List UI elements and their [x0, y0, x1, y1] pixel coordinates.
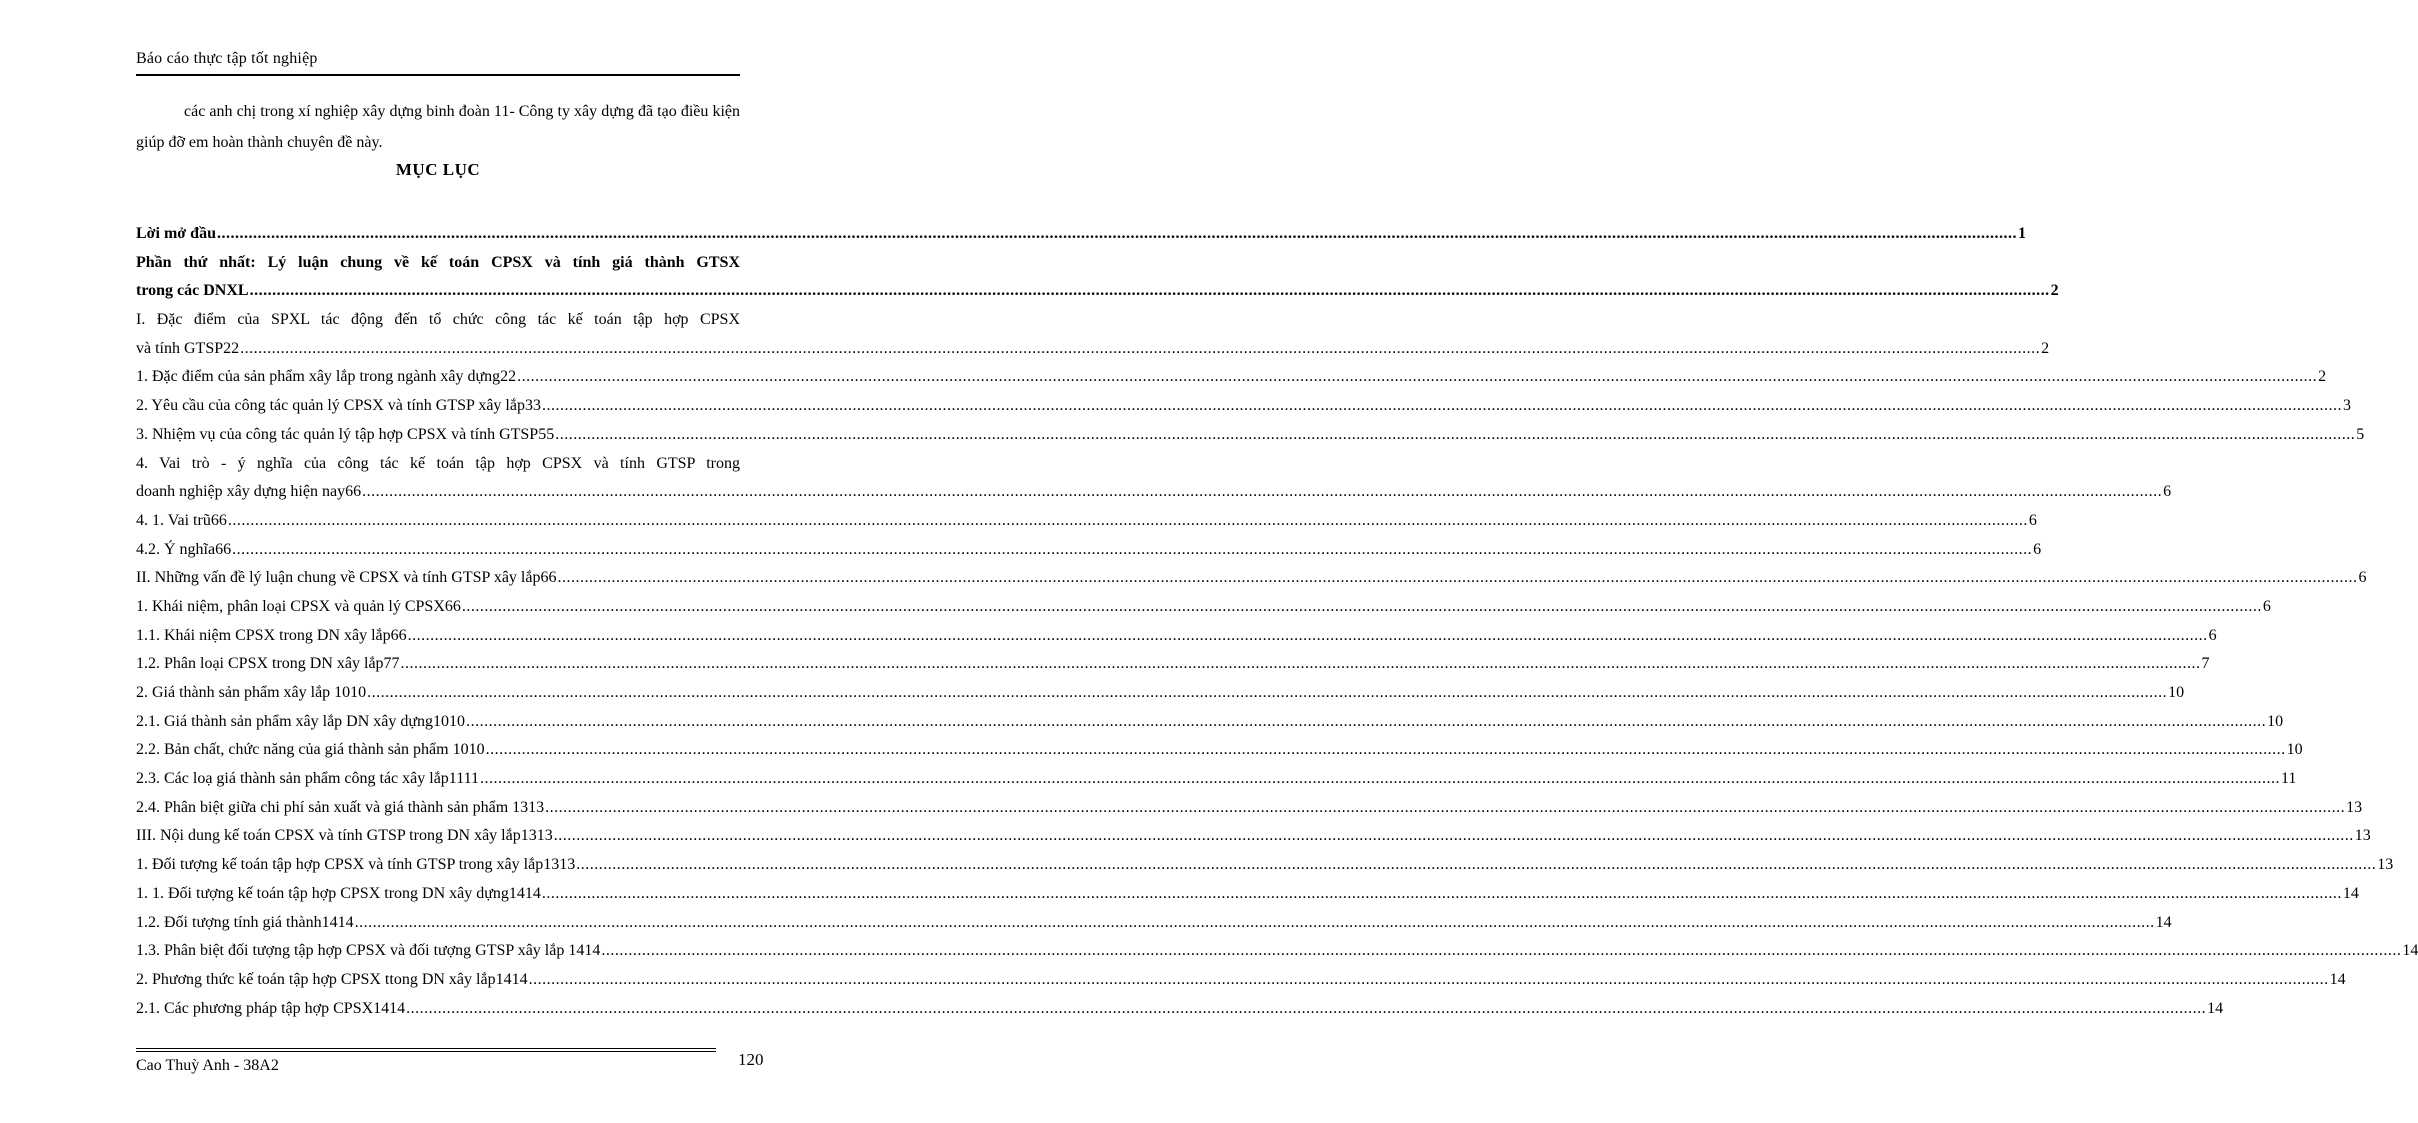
toc-leader-dots: ................................................................................................................................................................................................................................................................................................................................................................................................................	[216, 225, 2017, 242]
toc-leader-dots: ................................................................................................................................................................................................................................................................................................................................................................................................................	[480, 770, 2281, 788]
toc-page-number: 6	[2033, 540, 2042, 558]
toc-entry	[136, 564, 2367, 593]
toc-leader-dots: ................................................................................................................................................................................................................................................................................................................................................................................................................	[367, 684, 2168, 701]
toc-page-number: 14	[2342, 884, 2359, 902]
toc-leader-dots: ................................................................................................................................................................................................................................................................................................................................................................................................................	[354, 913, 2155, 931]
table-of-contents	[136, 220, 2418, 1023]
toc-page-number: 14	[2155, 913, 2172, 931]
toc-leader-dots: ................................................................................................................................................................................................................................................................................................................................................................................................................	[553, 827, 2354, 845]
toc-leader-dots: ................................................................................................................................................................................................................................................................................................................................................................................................................	[601, 942, 2402, 960]
toc-entry-text: 2. Yêu cầu của công tác quản lý CPSX và tính GTSP xây lắp33	[136, 397, 541, 415]
toc-entry-text: trong các DNXL	[136, 282, 249, 300]
toc-entry-text: 2. Giá thành sản phẩm xây lắp 1010	[136, 684, 367, 701]
toc-entry	[136, 765, 2297, 794]
toc-leader-dots: ................................................................................................................................................................................................................................................................................................................................................................................................................	[466, 712, 2267, 730]
toc-page-number: 5	[2356, 425, 2365, 443]
toc-entry-text: 1. 1. Đối tượng kế toán tập hợp CPSX trong DN xây dựng1414	[136, 884, 541, 902]
toc-entry-line	[136, 536, 2042, 565]
toc-entry	[136, 622, 2217, 651]
toc-entry-text: I. Đặc điểm của SPXL tác động đến tổ chức công tác kế toán tập hợp CPSX	[136, 311, 740, 329]
toc-entry	[136, 937, 2418, 966]
toc-entry-line	[136, 708, 2284, 737]
toc-entry-line	[136, 277, 2059, 306]
toc-leader-dots: ................................................................................................................................................................................................................................................................................................................................................................................................................	[528, 970, 2329, 988]
toc-page-number: 14	[2207, 999, 2224, 1017]
toc-entry-text: 1.2. Phân loại CPSX trong DN xây lắp77	[136, 655, 400, 673]
toc-entry-text: và tính GTSP22	[136, 339, 240, 357]
toc-entry-line	[136, 851, 2394, 880]
toc-entry	[136, 736, 2303, 765]
toc-entry	[136, 966, 2346, 995]
toc-page-number: 14	[2329, 970, 2346, 988]
toc-leader-dots: ................................................................................................................................................................................................................................................................................................................................................................................................................	[545, 798, 2346, 816]
toc-entry-line	[136, 794, 2363, 823]
toc-entry-text: 2.2. Bản chất, chức năng của giá thành sản phẩm 1010	[136, 741, 485, 759]
toc-page-number: 11	[2281, 770, 2297, 788]
toc-entry	[136, 880, 2359, 909]
toc-entry-text: 4. Vai trò - ý nghĩa của công tác kế toán tập hợp CPSX và tính GTSP trong	[136, 454, 740, 472]
toc-entry	[136, 363, 2327, 392]
toc-entry-line	[136, 335, 2050, 364]
toc-entry	[136, 220, 2026, 249]
intro-paragraph: các anh chị trong xí nghiệp xây dựng binh đoàn 11- Công ty xây dựng đã tạo điều kiện giúp đỡ em hoàn thành chuyên đề này.	[136, 103, 740, 151]
toc-entry-text: 1.1. Khái niệm CPSX trong DN xây lắp66	[136, 626, 407, 644]
toc-page-number: 7	[2201, 655, 2210, 673]
toc-page-number: 13	[2354, 827, 2371, 845]
toc-entry-line	[136, 220, 2026, 249]
toc-entry-text: 1. Khái niệm, phân loại CPSX và quản lý CPSX66	[136, 597, 461, 615]
toc-entry-line	[136, 392, 2351, 421]
footer-rule	[136, 1051, 716, 1052]
toc-entry	[136, 392, 2351, 421]
toc-entry-text: Lời mở đầu	[136, 225, 216, 242]
toc-page-number: 10	[2267, 712, 2284, 730]
toc-leader-dots: ................................................................................................................................................................................................................................................................................................................................................................................................................	[407, 626, 2208, 644]
toc-entry-line	[136, 564, 2367, 593]
toc-entry	[136, 650, 2210, 679]
toc-page-number: 3	[2342, 397, 2351, 415]
toc-entry	[136, 822, 2371, 851]
toc-page-number: 13	[2377, 856, 2394, 874]
toc-page-number: 2	[2318, 368, 2327, 386]
toc-page-number: 13	[2346, 798, 2363, 816]
toc-entry	[136, 306, 2050, 363]
toc-entry	[136, 909, 2172, 938]
toc-page-number: 2	[2041, 339, 2050, 357]
toc-page-number: 1	[2017, 225, 2026, 242]
toc-entry-text: 2.4. Phân biệt giữa chi phí sản xuất và giá thành sản phẩm 1313	[136, 798, 545, 816]
toc-leader-dots: ................................................................................................................................................................................................................................................................................................................................................................................................................	[485, 741, 2286, 759]
toc-entry-text: 4.2. Ý nghĩa66	[136, 540, 232, 558]
toc-page-number: 6	[2163, 483, 2172, 501]
toc-title: MỤC LỤC	[395, 160, 481, 179]
toc-leader-dots: ................................................................................................................................................................................................................................................................................................................................................................................................................	[249, 282, 2050, 300]
toc-entry-line	[136, 478, 2172, 507]
toc-page-number: 6	[2208, 626, 2217, 644]
toc-entry-line	[136, 937, 2418, 966]
toc-entry-line	[136, 421, 2365, 450]
toc-leader-dots: ................................................................................................................................................................................................................................................................................................................................................................................................................	[406, 999, 2207, 1017]
toc-entry-text: 1.2. Đối tượng tính giá thành1414	[136, 913, 354, 931]
toc-entry-text: 2. Phương thức kế toán tập hợp CPSX ttong DN xây lắp1414	[136, 970, 528, 988]
toc-leader-dots: ................................................................................................................................................................................................................................................................................................................................................................................................................	[541, 397, 2342, 415]
toc-page-number: 6	[2358, 569, 2367, 587]
toc-entry	[136, 507, 2037, 536]
toc-entry-line	[136, 679, 2185, 708]
toc-entry-line	[136, 765, 2297, 794]
footer-author: Cao Thuỳ Anh - 38A2	[136, 1057, 279, 1074]
toc-entry	[136, 708, 2284, 737]
toc-entry-text: 2.3. Các loạ giá thành sản phẩm công tác xây lắp1111	[136, 770, 480, 788]
toc-leader-dots: ................................................................................................................................................................................................................................................................................................................................................................................................................	[362, 483, 2163, 501]
toc-entry	[136, 794, 2363, 823]
toc-entry-line	[136, 593, 2271, 622]
footer-rule	[136, 1048, 716, 1049]
toc-entry	[136, 536, 2042, 565]
toc-leader-dots: ................................................................................................................................................................................................................................................................................................................................................................................................................	[227, 511, 2028, 529]
toc-entry-line	[136, 650, 2210, 679]
toc-entry-text: Phần thứ nhất: Lý luận chung về kế toán CPSX và tính giá thành GTSX	[136, 253, 740, 271]
toc-entry-text: 3. Nhiệm vụ của công tác quản lý tập hợp CPSX và tính GTSP55	[136, 425, 555, 443]
toc-leader-dots: ................................................................................................................................................................................................................................................................................................................................................................................................................	[541, 884, 2342, 902]
header-title: Báo cáo thực tập tốt nghiệp	[136, 50, 318, 67]
toc-entry-line	[136, 822, 2371, 851]
toc-entry	[136, 679, 2185, 708]
toc-entry-text: doanh nghiệp xây dựng hiện nay66	[136, 483, 362, 501]
toc-page-number: 10	[2168, 684, 2185, 701]
toc-entry-line	[136, 995, 2224, 1024]
toc-entry-line	[136, 363, 2327, 392]
toc-leader-dots: ................................................................................................................................................................................................................................................................................................................................................................................................................	[557, 569, 2358, 587]
toc-leader-dots: ................................................................................................................................................................................................................................................................................................................................................................................................................	[576, 856, 2377, 874]
toc-page-number: 6	[2028, 511, 2037, 529]
toc-entry-line	[136, 909, 2172, 938]
toc-entry	[136, 851, 2394, 880]
toc-entry	[136, 995, 2224, 1024]
toc-entry-text: 2.1. Giá thành sản phẩm xây lắp DN xây dựng1010	[136, 712, 466, 730]
toc-leader-dots: ................................................................................................................................................................................................................................................................................................................................................................................................................	[400, 655, 2201, 673]
toc-entry	[136, 450, 2172, 507]
toc-entry-line	[136, 622, 2217, 651]
toc-entry-text: II. Những vấn đề lý luận chung về CPSX và tính GTSP xây lắp66	[136, 569, 557, 587]
toc-leader-dots: ................................................................................................................................................................................................................................................................................................................................................................................................................	[555, 425, 2356, 443]
toc-entry-text: 4. 1. Vai trũ66	[136, 511, 227, 529]
toc-entry-line	[136, 880, 2359, 909]
toc-page-number: 2	[2050, 282, 2059, 300]
toc-leader-dots: ................................................................................................................................................................................................................................................................................................................................................................................................................	[517, 368, 2318, 386]
toc-entry-line	[136, 507, 2037, 536]
toc-leader-dots: ................................................................................................................................................................................................................................................................................................................................................................................................................	[240, 339, 2041, 357]
toc-entry-text: 1.3. Phân biệt đối tượng tập hợp CPSX và đối tượng GTSP xây lắp 1414	[136, 942, 601, 960]
page-header	[136, 50, 740, 76]
toc-entry-text: III. Nội dung kế toán CPSX và tính GTSP trong DN xây lắp1313	[136, 827, 553, 845]
toc-page-number: 10	[2286, 741, 2303, 759]
toc-entry-text: 1. Đối tượng kế toán tập hợp CPSX và tính GTSP trong xây lắp1313	[136, 856, 576, 874]
toc-entry-text: 1. Đặc điểm của sản phẩm xây lắp trong ngành xây dựng22	[136, 368, 517, 386]
toc-leader-dots: ................................................................................................................................................................................................................................................................................................................................................................................................................	[461, 597, 2262, 615]
toc-page-number: 14	[2402, 942, 2418, 960]
toc-page-number: 6	[2262, 597, 2271, 615]
toc-leader-dots: ................................................................................................................................................................................................................................................................................................................................................................................................................	[232, 540, 2033, 558]
footer-page-number: 120	[738, 1050, 764, 1069]
toc-entry-line	[136, 736, 2303, 765]
toc-entry	[136, 249, 2059, 306]
toc-entry-line	[136, 966, 2346, 995]
toc-entry	[136, 421, 2365, 450]
toc-entry-text: 2.1. Các phương pháp tập hợp CPSX1414	[136, 999, 406, 1017]
toc-entry	[136, 593, 2271, 622]
